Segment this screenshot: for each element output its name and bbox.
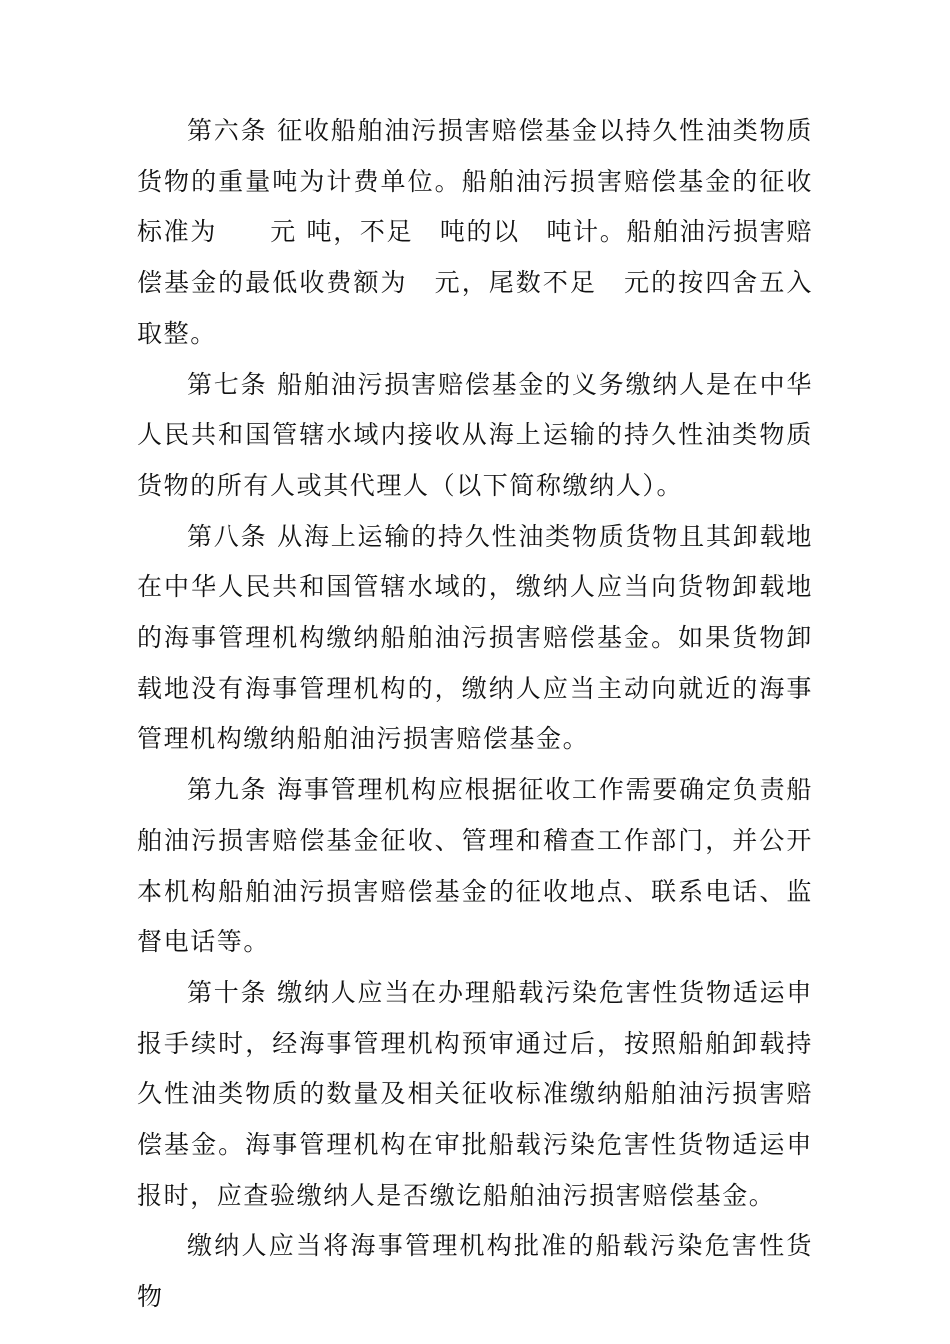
article-9-paragraph: 第九条 海事管理机构应根据征收工作需要确定负责船舶油污损害赔偿基金征收、管理和稽查工作部门，并公开本机构船舶油污损害赔偿基金的征收地点、联系电话、监督电话等。 [137, 775, 813, 957]
continuation-paragraph: 缴纳人应当将海事管理机构批准的船载污染危害性货物 [137, 1231, 813, 1312]
article-7-paragraph: 第七条 船舶油污损害赔偿基金的义务缴纳人是在中华人民共和国管辖水域内接收从海上运输的持久性油类物质货物的所有人或其代理人（以下简称缴纳人）。 [137, 369, 813, 500]
article-8-paragraph: 第八条 从海上运输的持久性油类物质货物且其卸载地在中华人民共和国管辖水域的，缴纳人应当向货物卸载地的海事管理机构缴纳船舶油污损害赔偿基金。如果货物卸载地没有海事管理机构的，缴纳人应当主动向就近的海事管理机构缴纳船舶油污损害赔偿基金。 [137, 521, 813, 754]
article-10-paragraph: 第十条 缴纳人应当在办理船载污染危害性货物适运申报手续时，经海事管理机构预审通过后，按照船舶卸载持久性油类物质的数量及相关征收标准缴纳船舶油污损害赔偿基金。海事管理机构在审批船载污染危害性货物适运申报时，应查验缴纳人是否缴讫船舶油污损害赔偿基金。 [137, 977, 813, 1210]
article-6-paragraph: 第六条 征收船舶油污损害赔偿基金以持久性油类物质货物的重量吨为计费单位。船舶油污损害赔偿基金的征收标准为 元 吨，不足 吨的以 吨计。船舶油污损害赔偿基金的最低收费额为 元，尾数不足 元的按四舍五入取整。 [137, 116, 813, 348]
document-body [137, 106, 813, 1323]
